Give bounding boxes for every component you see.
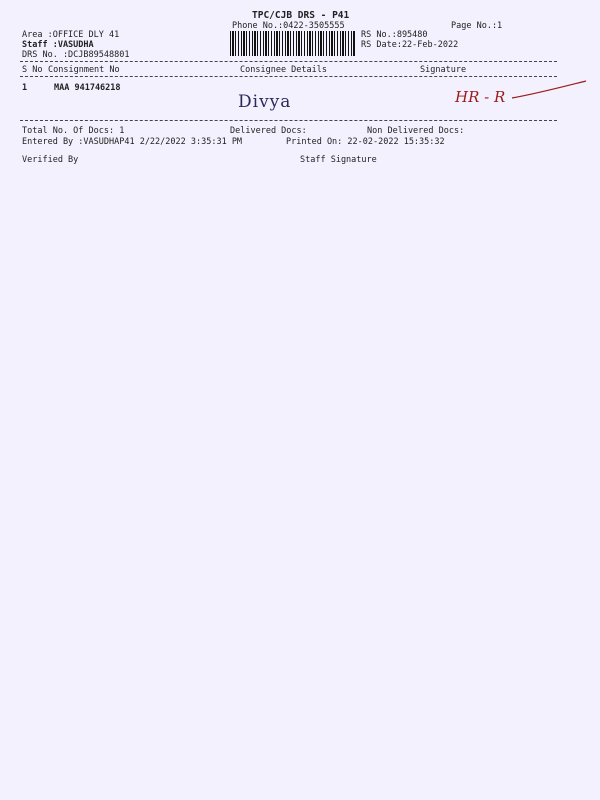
handwritten-signature: HR - R: [455, 88, 506, 106]
staff-label: Staff :VASUDHA: [22, 40, 94, 50]
rs-date: RS Date:22-Feb-2022: [361, 40, 459, 50]
printed-on: Printed On: 22-02-2022 15:35:32: [286, 137, 445, 147]
non-delivered-docs: Non Delivered Docs:: [367, 126, 465, 136]
rs-number: RS No.:895480: [361, 30, 428, 40]
delivered-docs: Delivered Docs:: [230, 126, 307, 136]
entered-by: Entered By :VASUDHAP41 2/22/2022 3:35:31 PM: [22, 137, 243, 147]
divider: [20, 120, 557, 121]
divider: [20, 61, 557, 62]
signature-stroke: [510, 76, 590, 106]
column-header-signature: Signature: [420, 65, 467, 75]
column-header-sno: S No: [22, 65, 43, 75]
divider: [20, 76, 557, 77]
barcode: [230, 31, 355, 56]
verified-by: Verified By: [22, 155, 79, 165]
row-sno: 1: [22, 83, 28, 93]
page-title: TPC/CJB DRS - P41: [252, 10, 350, 21]
column-header-consignment: Consignment No: [48, 65, 120, 75]
page-number: Page No.:1: [451, 21, 503, 31]
phone-number: Phone No.:0422-3505555: [232, 21, 345, 31]
area-label: Area :OFFICE DLY 41: [22, 30, 120, 40]
column-header-consignee: Consignee Details: [240, 65, 327, 75]
total-docs: Total No. Of Docs: 1: [22, 126, 125, 136]
row-consignment-no: MAA 941746218: [54, 83, 121, 93]
drs-number: DRS No. :DCJB89548801: [22, 50, 130, 60]
consignee-handwritten-name: Divya: [238, 92, 292, 112]
staff-signature-label: Staff Signature: [300, 155, 377, 165]
